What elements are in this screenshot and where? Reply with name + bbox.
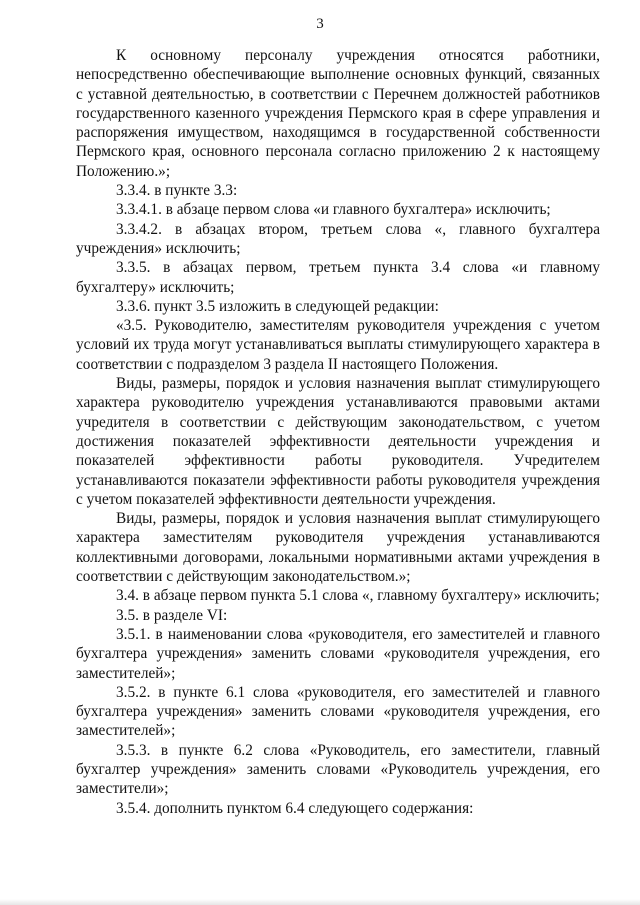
paragraph: Виды, размеры, порядок и условия назначения выплат стимулирующего характера руководителю учреждения устанавливаются правовыми актами учредителя в соответствии с действующим законодательством, с учетом достижения показателей эффективности деятельности учреждения и показателей эффективности работы руководителя. Учредителем устанавливаются показатели эффективности работы руководителя учреждения с учетом показателей эффективности деятельности учреждения. [76,375,600,508]
paragraph: «3.5. Руководителю, заместителям руководителя учреждения с учетом условий их труда могут устанавливаться выплаты стимулирующего характера в соответствии с подразделом 3 раздела II настоящего Положения. [76,317,600,373]
paragraph: 3.3.4.1. в абзаце первом слова «и главного бухгалтера» исключить; [116,201,551,219]
paragraph: 3.4. в абзаце первом пункта 5.1 слова «, главному бухгалтеру» исключить; [116,587,600,605]
paragraph: 3.3.6. пункт 3.5 изложить в следующей редакции: [116,297,439,315]
page-bottom-edge [0,899,640,905]
paragraph: 3.5.2. в пункте 6.1 слова «руководителя, его заместителей и главного бухгалтера учреждения» заменить словами «руководителя учреждения, его заместителей»; [76,683,600,740]
paragraph: 3.5.3. в пункте 6.2 слова «Руководитель, его заместители, главный бухгалтер учреждения» заменить словами «Руководитель учреждения, его заместители»; [76,741,600,798]
document-body [76,46,600,818]
paragraph: К основному персоналу учреждения относятся работники, непосредственно обеспечивающие выполнение основных функций, связанных с уставной деятельностью, в соответствии с Перечнем должностей работников государственного казенного учреждения Пермского края в сфере управления и распоряжения имуществом, находящимся в государственной собственности Пермского края, основного персонала согласно приложению 2 к настоящему Положению.»; [76,47,600,180]
paragraph: 3.3.4.2. в абзацах втором, третьем слова «, главного бухгалтера учреждения» исключить; [76,220,600,257]
paragraph: 3.3.4. в пункте 3.3: [116,182,238,200]
page-number: 3 [316,16,324,32]
paragraph: 3.5. в разделе VI: [116,606,228,624]
paragraph: 3.5.4. дополнить пунктом 6.4 следующего содержания: [116,799,474,817]
paragraph: Виды, размеры, порядок и условия назначения выплат стимулирующего характера заместителям руководителя учреждения устанавливаются коллективными договорами, локальными нормативными актами учреждения в соответствии с действующим законодательством.»; [76,510,600,586]
paragraph: 3.3.5. в абзацах первом, третьем пункта 3.4 слова «и главному бухгалтеру» исключить; [76,259,600,296]
paragraph: 3.5.1. в наименовании слова «руководителя, его заместителей и главного бухгалтера учреждения» заменить словами «руководителя учреждения, его заместителей»; [76,625,600,682]
